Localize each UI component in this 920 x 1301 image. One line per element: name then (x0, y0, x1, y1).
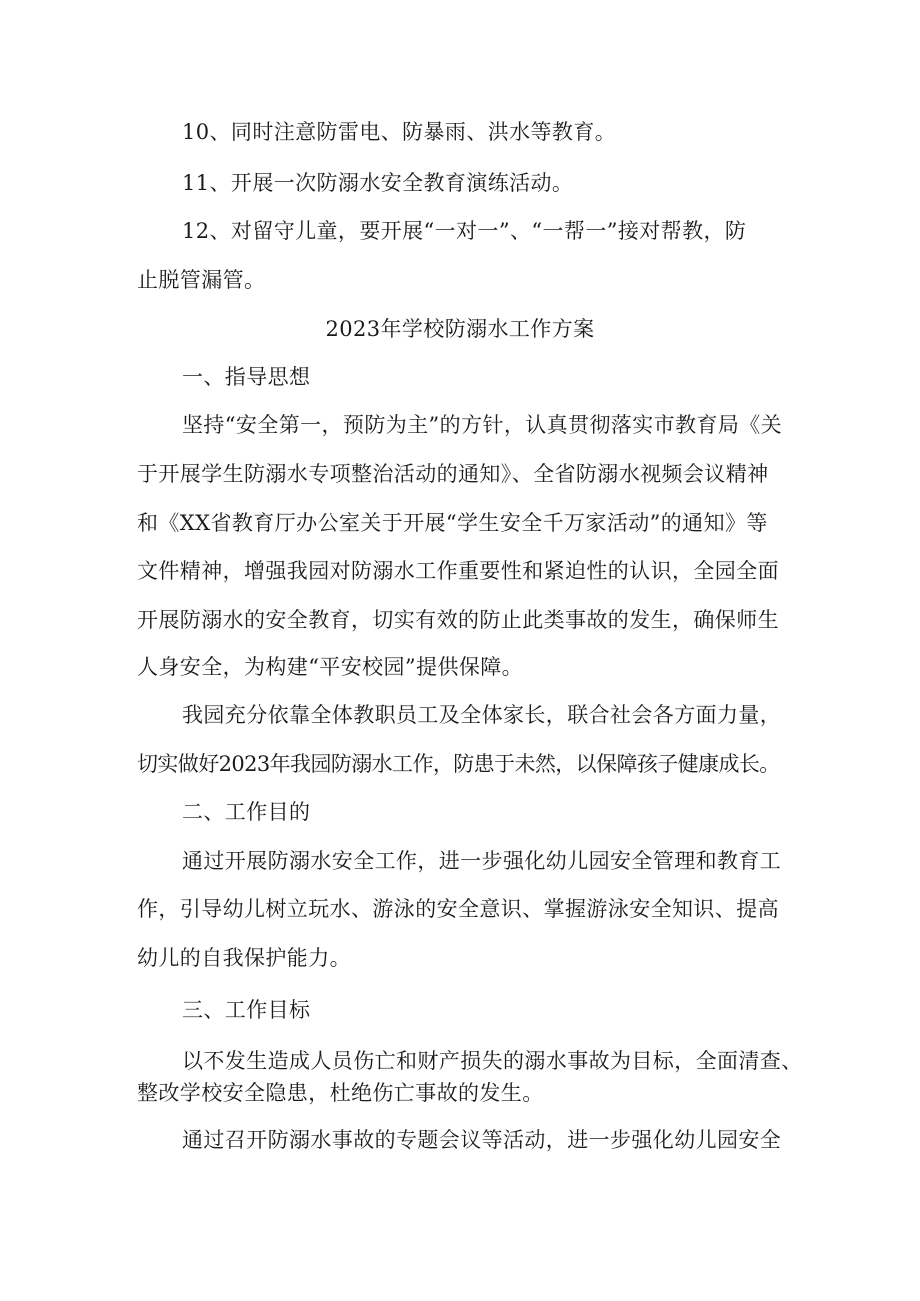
paragraph-line: 以不发生造成人员伤亡和财产损失的溺水事故为目标，全面清查、 (182, 1049, 803, 1073)
list-item-12-cont: 止脱管漏管。 (137, 268, 266, 292)
paragraph-line: 坚持“安全第一，预防为主”的方针，认真贯彻落实市教育局《关 (182, 413, 783, 437)
section-heading-1: 一、指导思想 (182, 365, 311, 389)
paragraph-line: 作，引导幼儿树立玩水、游泳的安全意识、掌握游泳安全知识、提高 (137, 897, 779, 921)
paragraph-line: 开展防溺水的安全教育，切实有效的防止此类事故的发生，确保师生 (137, 608, 779, 632)
list-item-12: 12、对留守儿童，要开展“一对一”、“一帮一”接对帮教，防 (182, 219, 747, 243)
document-title: 2023年学校防溺水工作方案 (325, 317, 595, 341)
paragraph-line: 文件精神，增强我园对防溺水工作重要性和紧迫性的认识，全园全面 (137, 559, 779, 583)
paragraph-line: 和《XX省教育厅办公室关于开展“学生安全千万家活动”的通知》等 (137, 511, 768, 535)
paragraph-line: 通过召开防溺水事故的专题会议等活动，进一步强化幼儿园安全 (182, 1128, 782, 1152)
paragraph-line: 整改学校安全隐患，杜绝伤亡事故的发生。 (137, 1081, 544, 1105)
list-item-11: 11、开展一次防溺水安全教育演练活动。 (182, 171, 574, 195)
list-item-10: 10、同时注意防雷电、防暴雨、洪水等教育。 (182, 120, 617, 144)
paragraph-line: 通过开展防溺水安全工作，进一步强化幼儿园安全管理和教育工 (182, 849, 782, 873)
section-heading-2: 二、工作目的 (182, 800, 311, 824)
paragraph-line: 于开展学生防溺水专项整治活动的通知》、全省防溺水视频会议精神 (137, 462, 769, 486)
paragraph-line: 我园充分依靠全体教职员工及全体家长，联合社会各方面力量， (182, 703, 782, 727)
paragraph-line: 幼儿的自我保护能力。 (137, 946, 351, 970)
paragraph-line: 切实做好2023年我园防溺水工作，防患于未然，以保障孩子健康成长。 (137, 752, 780, 776)
paragraph-line: 人身安全，为构建“平安校园”提供保障。 (137, 655, 524, 679)
section-heading-3: 三、工作目标 (182, 998, 311, 1022)
